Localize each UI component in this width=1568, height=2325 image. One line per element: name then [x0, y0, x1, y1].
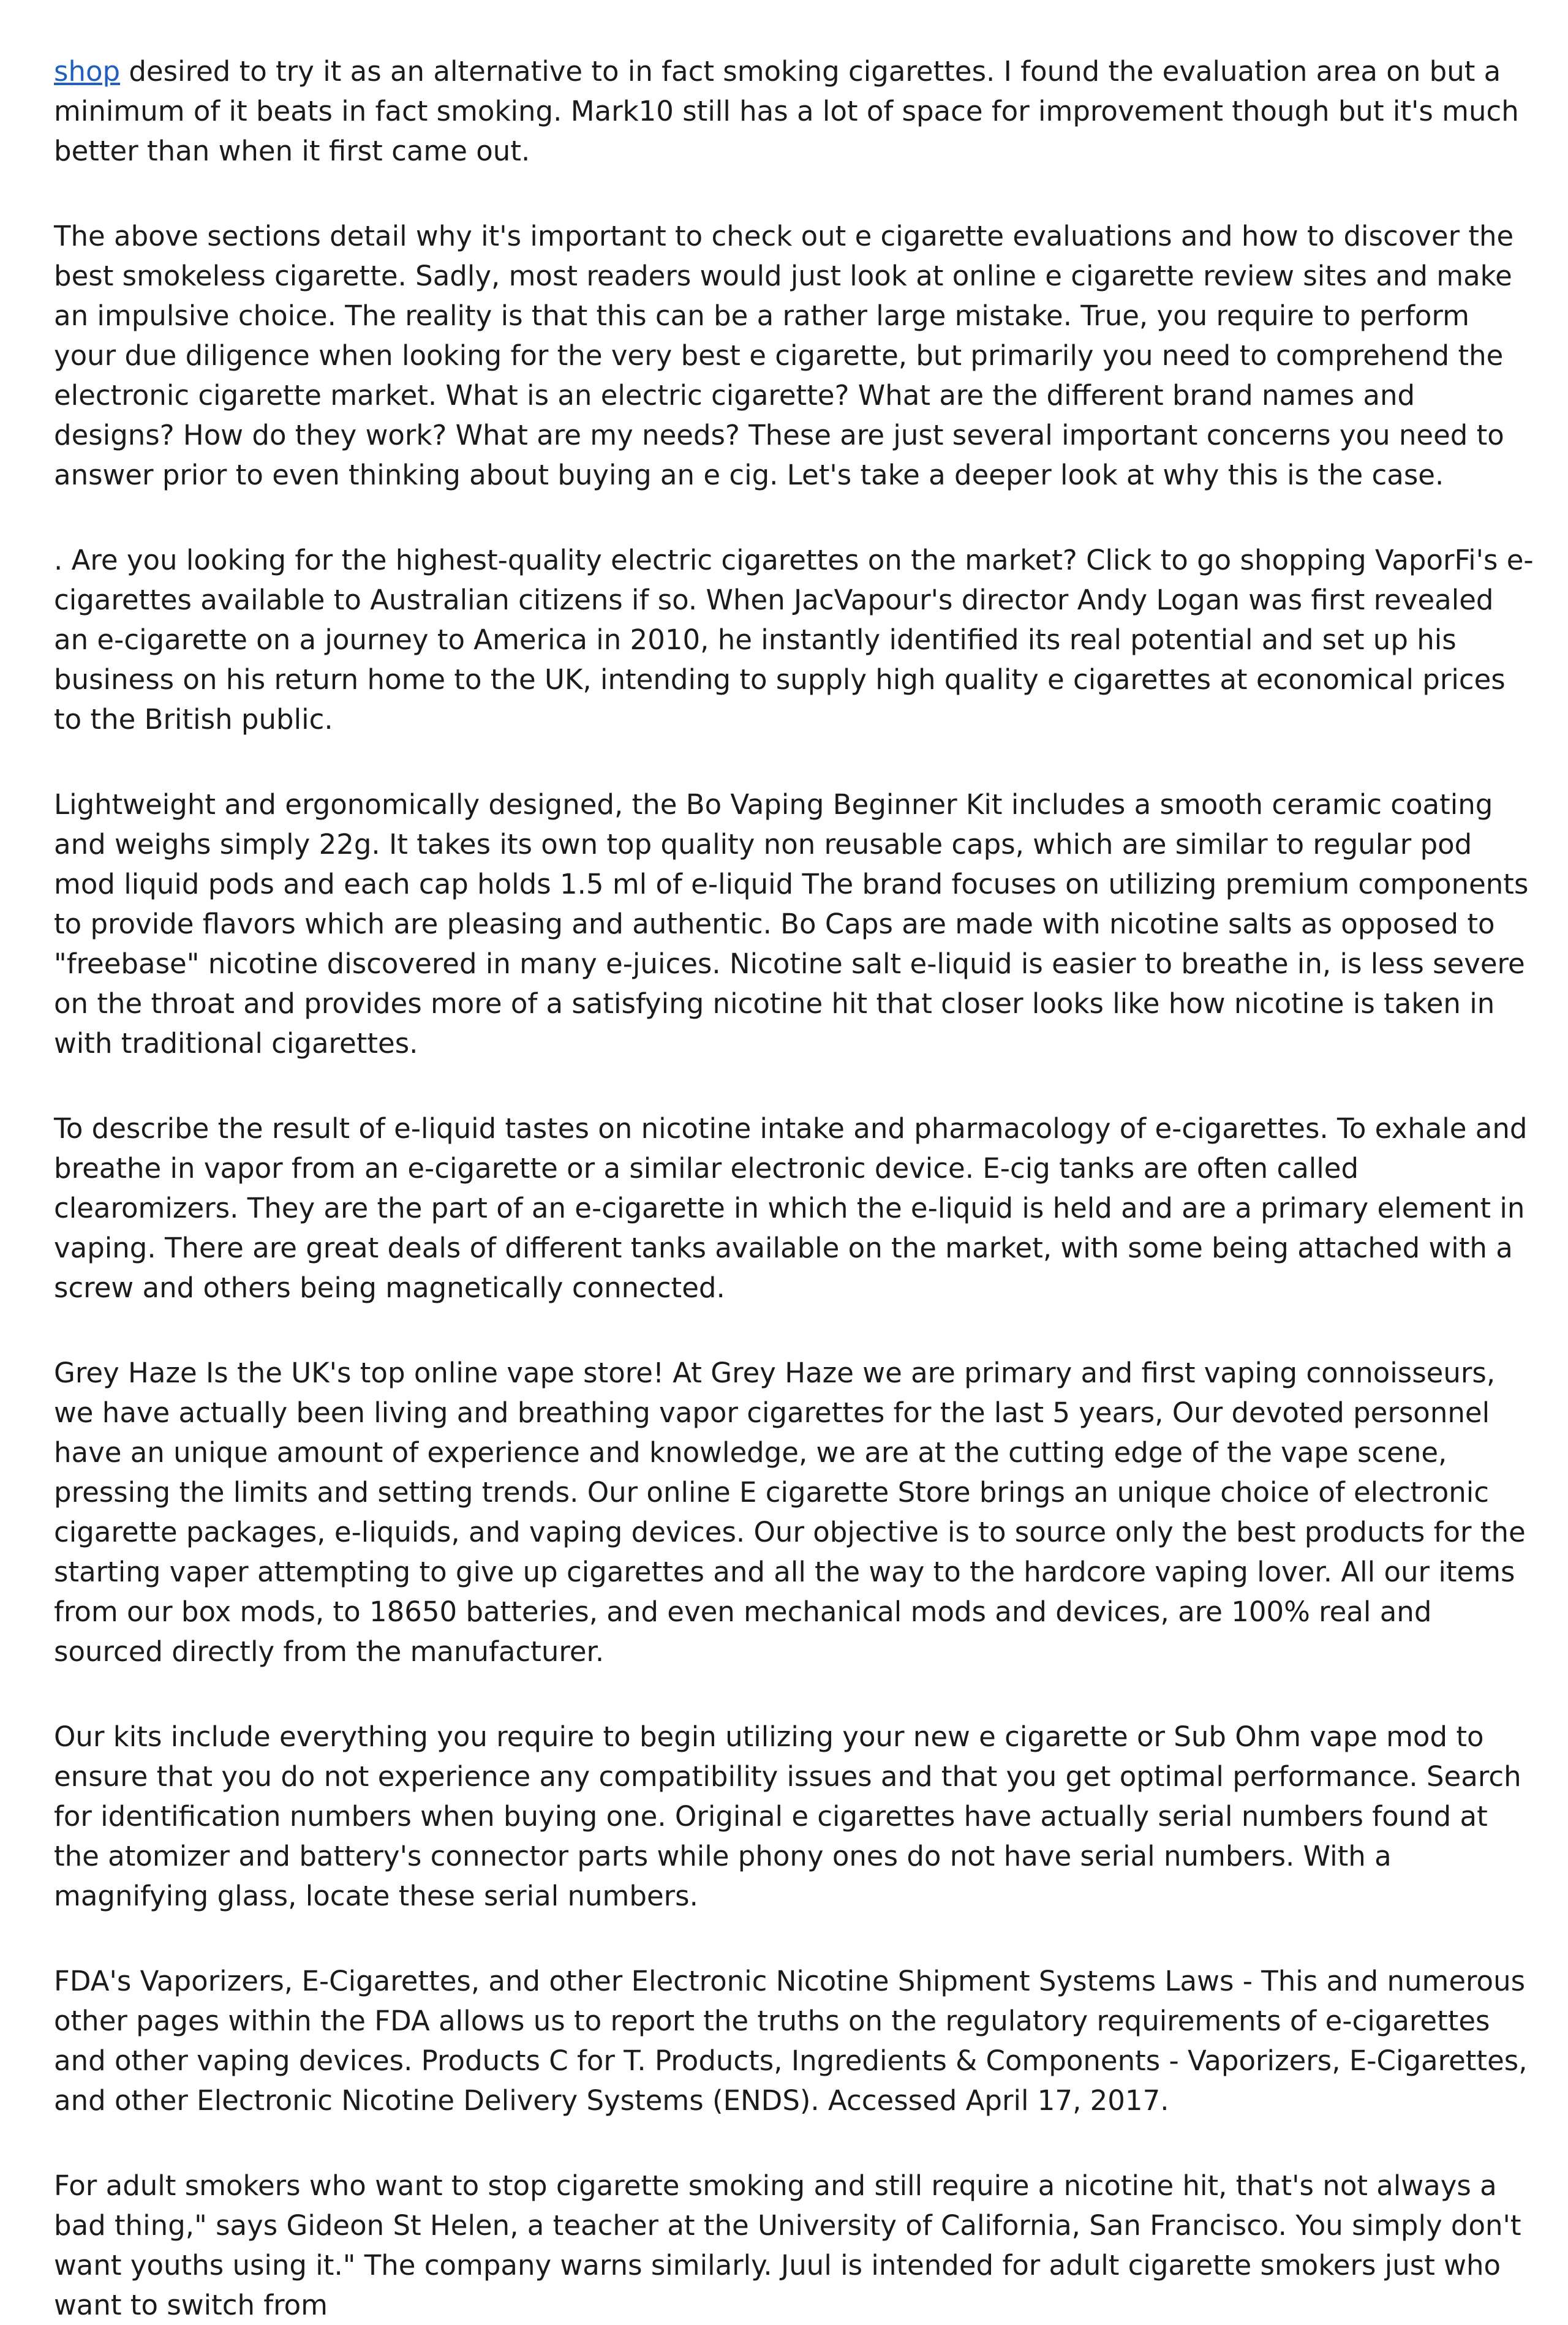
document-body: [54, 51, 1536, 2325]
paragraph-8: FDA's Vaporizers, E-Cigarettes, and other Electronic Nicotine Shipment Systems Laws - This and numerous other pages within the FDA allows us to report the truths on the regulatory requirements of e-cigarettes and other vaping devices. Products C for T. Products, Ingredients & Components - Vaporizers, E-Cigarettes, and other Electronic Nicotine Delivery Systems (ENDS). Accessed April 17, 2017.: [54, 1965, 1528, 2117]
paragraph-3: . Are you looking for the highest-quality electric cigarettes on the market? Click to go shopping VaporFi's e-cigarettes available to Australian citizens if so. When JacVapour's director Andy Logan was first revealed an e-cigarette on a journey to America in 2010, he instantly identified its real potential and set up his business on his return home to the UK, intending to supply high quality e cigarettes at economical prices to the British public.: [54, 544, 1534, 736]
paragraph-4: Lightweight and ergonomically designed, the Bo Vaping Beginner Kit includes a smooth ceramic coating and weighs simply 22g. It takes its own top quality non reusable caps, which are similar to regular pod mod liquid pods and each cap holds 1.5 ml of e-liquid The brand focuses on utilizing premium components to provide flavors which are pleasing and authentic. Bo Caps are made with nicotine salts as opposed to "freebase" nicotine discovered in many e-juices. Nicotine salt e-liquid is easier to breathe in, is less severe on the throat and provides more of a satisfying nicotine hit that closer looks like how nicotine is taken in with traditional cigarettes.: [54, 788, 1529, 1060]
shop-link[interactable]: shop: [54, 55, 121, 88]
paragraph-5: To describe the result of e-liquid tastes on nicotine intake and pharmacology of e-cigarettes. To exhale and breathe in vapor from an e-cigarette or a similar electronic device. E-cig tanks are often called clearomizers. They are the part of an e-cigarette in which the e-liquid is held and are a primary element in vaping. There are great deals of different tanks available on the market, with some being attached with a screw and others being magnetically connected.: [54, 1112, 1528, 1304]
paragraph-1: [54, 51, 1536, 171]
paragraph-9: For adult smokers who want to stop cigarette smoking and still require a nicotine hit, that's not always a bad thing," says Gideon St Helen, a teacher at the University of California, San Francisco. You simply don't want youths using it." The company warns similarly. Juul is intended for adult cigarette smokers just who want to switch from: [54, 2169, 1521, 2321]
paragraph-2: The above sections detail why it's important to check out e cigarette evaluations and how to discover the best smokeless cigarette. Sadly, most readers would just look at online e cigarette review sites and make an impulsive choice. The reality is that this can be a rather large mistake. True, you require to perform your due diligence when looking for the very best e cigarette, but primarily you need to comprehend the electronic cigarette market. What is an electric cigarette? What are the different brand names and designs? How do they work? What are my needs? These are just several important concerns you need to answer prior to even thinking about buying an e cig. Let's take a deeper look at why this is the case.: [54, 220, 1514, 491]
paragraph-6: Grey Haze Is the UK's top online vape store! At Grey Haze we are primary and first vaping connoisseurs, we have actually been living and breathing vapor cigarettes for the last 5 years, Our devoted personnel have an unique amount of experience and knowledge, we are at the cutting edge of the vape scene, pressing the limits and setting trends. Our online E cigarette Store brings an unique choice of electronic cigarette packages, e-liquids, and vaping devices. Our objective is to source only the best products for the starting vaper attempting to give up cigarettes and all the way to the hardcore vaping lover. All our items from our box mods, to 18650 batteries, and even mechanical mods and devices, are 100% real and sourced directly from the manufacturer.: [54, 1357, 1526, 1668]
paragraph-7: Our kits include everything you require to begin utilizing your new e cigarette or Sub Ohm vape mod to ensure that you do not experience any compatibility issues and that you get optimal performance. Search for identification numbers when buying one. Original e cigarettes have actually serial numbers found at the atomizer and battery's connector parts while phony ones do not have serial numbers. With a magnifying glass, locate these serial numbers.: [54, 1720, 1521, 1912]
paragraph-1-text: desired to try it as an alternative to in fact smoking cigarettes. I found the evaluation area on but a minimum of it beats in fact smoking. Mark10 still has a lot of space for improvement though but it's much better than when it first came out.: [54, 55, 1519, 167]
